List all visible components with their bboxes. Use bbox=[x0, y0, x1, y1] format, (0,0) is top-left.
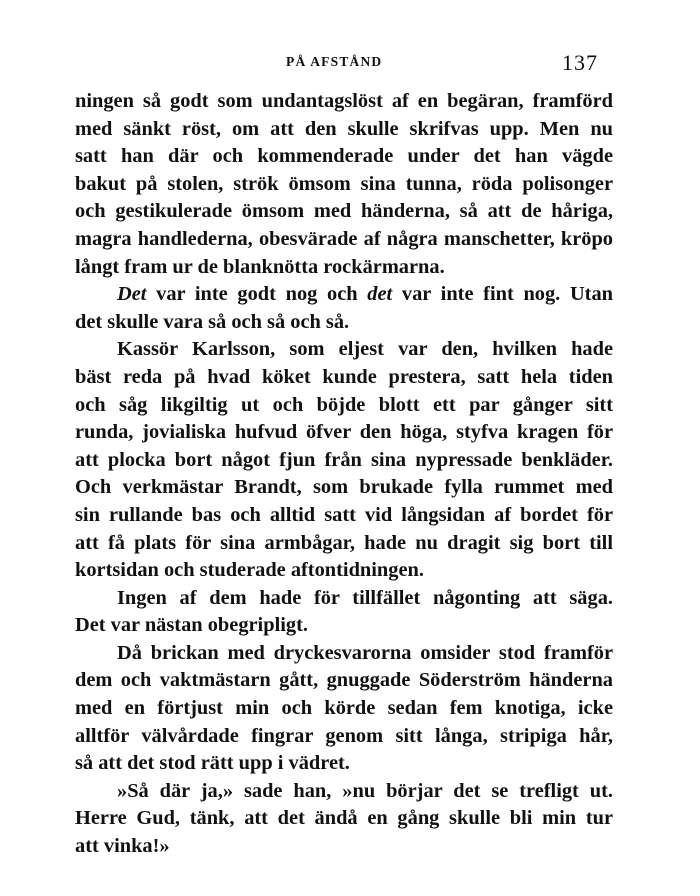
text-line: Ingen af dem hade för tillfället någonting att säga. bbox=[117, 586, 613, 609]
page-number: 137 bbox=[562, 50, 598, 75]
text-line: att vinka!» bbox=[75, 835, 170, 858]
text-line: att plocka bort något fjun från sina nypressade benkläder. bbox=[75, 448, 613, 471]
text-line: och såg likgiltig ut och böjde blott ett par gånger sitt bbox=[75, 393, 613, 416]
text-line: Herre Gud, tänk, att det ändå en gång skulle bli min tur bbox=[75, 807, 613, 830]
text-line: kortsidan och studerade aftontidningen. bbox=[75, 559, 424, 582]
text-line: Det var inte godt nog och det var inte fint nog. Utan bbox=[117, 283, 614, 306]
text-line: alltför välvårdade fingrar genom sitt långa, stripiga hår, bbox=[75, 724, 613, 747]
text-line: med sänkt röst, om att den skulle skrifvas upp. Men nu bbox=[75, 117, 613, 140]
text-line: magra handlederna, obesvärade af några manschetter, kröpo bbox=[75, 227, 613, 250]
running-head: PÅ AFSTÅND bbox=[286, 54, 383, 69]
text-line: sin rullande bas och alltid satt vid långsidan af bordet för bbox=[75, 503, 613, 526]
italic-word: Det bbox=[117, 283, 147, 306]
text-line: att få plats för sina armbågar, hade nu dragit sig bort till bbox=[75, 531, 613, 554]
text-line: »Så där ja,» sade han, »nu börjar det se trefligt ut. bbox=[117, 779, 613, 802]
text-line: med en förtjust min och körde sedan fem knotiga, icke bbox=[75, 697, 613, 720]
text-line: Då brickan med dryckesvarorna omsider stod framför bbox=[117, 641, 613, 664]
text-line: Kassör Karlsson, som eljest var den, hvilken hade bbox=[117, 338, 613, 361]
italic-word: det bbox=[367, 283, 393, 306]
text-line: så att det stod rätt upp i vädret. bbox=[75, 752, 350, 775]
body-text bbox=[75, 88, 613, 861]
page-header bbox=[0, 52, 700, 82]
text-line: satt han där och kommenderade under det han vägde bbox=[75, 145, 613, 168]
text-line: långt fram ur de blanknötta rockärmarna. bbox=[75, 255, 445, 278]
text-line: bäst reda på hvad köket kunde prestera, satt hela tiden bbox=[75, 365, 613, 388]
text-line: bakut på stolen, strök ömsom sina tunna, röda polisonger bbox=[75, 172, 613, 195]
text-line: ningen så godt som undantagslöst af en begäran, framförd bbox=[75, 90, 613, 112]
text-line: runda, jovialiska hufvud öfver den höga, styfva kragen för bbox=[75, 421, 613, 444]
text-line: Och verkmästar Brandt, som brukade fylla rummet med bbox=[75, 476, 613, 499]
text-line: och gestikulerade ömsom med händerna, så att de håriga, bbox=[75, 200, 613, 223]
text-line: Det var nästan obegripligt. bbox=[75, 614, 308, 637]
text-line: det skulle vara så och så och så. bbox=[75, 310, 350, 333]
text-line: dem och vaktmästarn gått, gnuggade Söderström händerna bbox=[75, 669, 613, 692]
